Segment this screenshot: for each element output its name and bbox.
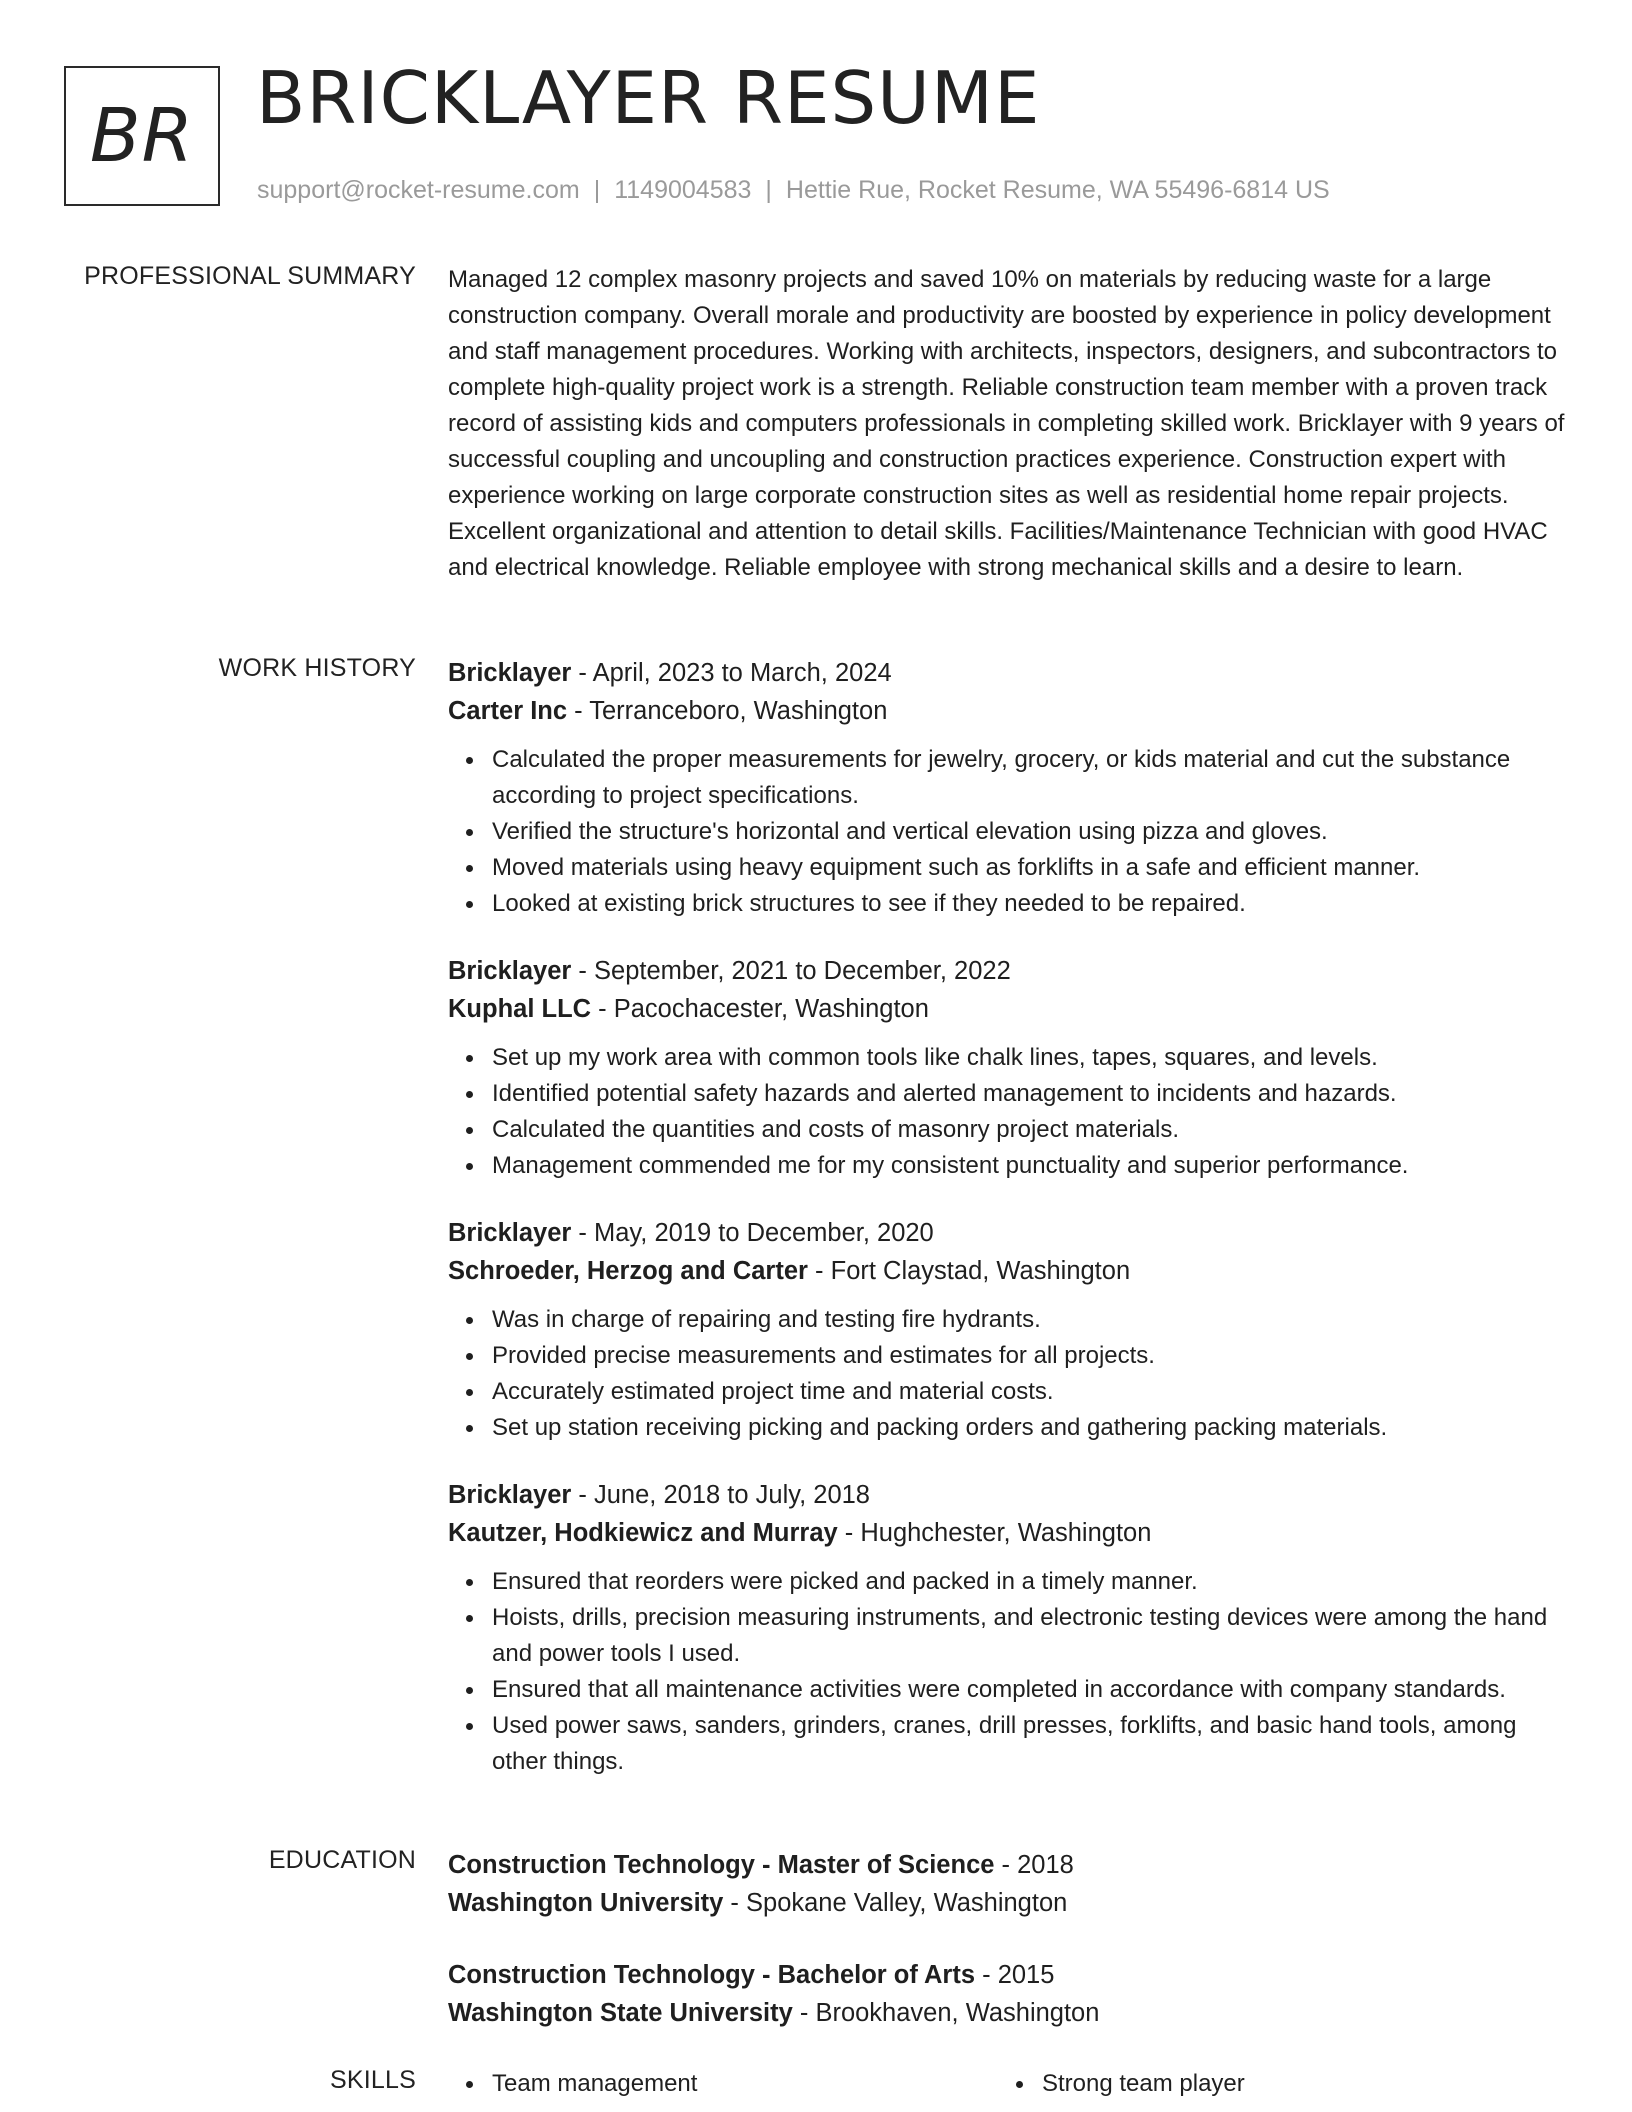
job-entry bbox=[448, 952, 1570, 1184]
job-company-line bbox=[448, 692, 1570, 730]
skills-list-right bbox=[998, 2066, 1548, 2102]
education-school: Washington University bbox=[448, 1889, 724, 1917]
education-school-line bbox=[448, 1884, 1570, 1922]
job-bullet: Was in charge of repairing and testing fire hydrants. bbox=[492, 1302, 1570, 1338]
job-company-line bbox=[448, 990, 1570, 1028]
job-dates: - April, 2023 to March, 2024 bbox=[571, 659, 892, 687]
skills-grid bbox=[448, 2066, 1570, 2102]
education-degree: Construction Technology - Bachelor of Arts bbox=[448, 1961, 976, 1989]
summary-body bbox=[448, 262, 1570, 586]
education-location: - Brookhaven, Washington bbox=[792, 1999, 1100, 2027]
contact-separator: | bbox=[765, 176, 772, 204]
job-company-line bbox=[448, 1514, 1570, 1552]
contact-phone: 1149004583 bbox=[614, 176, 752, 204]
job-company: Kautzer, Hodkiewicz and Murray bbox=[448, 1519, 838, 1547]
education-degree-line bbox=[448, 1956, 1570, 1994]
job-dates: - June, 2018 to July, 2018 bbox=[571, 1481, 870, 1509]
job-bullet: Provided precise measurements and estimates for all projects. bbox=[492, 1338, 1570, 1374]
job-location: - Pacochacester, Washington bbox=[591, 995, 929, 1023]
job-company-line bbox=[448, 1252, 1570, 1290]
contact-separator: | bbox=[593, 176, 601, 204]
job-bullet: Used power saws, sanders, grinders, cranes, drill presses, forklifts, and basic hand tools, among other things. bbox=[492, 1708, 1570, 1780]
job-location: - Hughchester, Washington bbox=[837, 1519, 1152, 1547]
job-bullet: Hoists, drills, precision measuring instruments, and electronic testing devices were among the hand and power tools I used. bbox=[492, 1600, 1570, 1672]
education-location: - Spokane Valley, Washington bbox=[723, 1889, 1068, 1917]
job-location: - Terranceboro, Washington bbox=[567, 697, 888, 725]
job-title-line bbox=[448, 1214, 1570, 1252]
education-school-line bbox=[448, 1994, 1570, 2032]
job-dates: - September, 2021 to December, 2022 bbox=[571, 957, 1011, 985]
job-dates: - May, 2019 to December, 2020 bbox=[571, 1219, 934, 1247]
job-bullet: Calculated the quantities and costs of masonry project materials. bbox=[492, 1112, 1570, 1148]
education-year: - 2018 bbox=[994, 1851, 1074, 1879]
summary-text: Managed 12 complex masonry projects and saved 10% on materials by reducing waste for a large construction company. Overall morale and productivity are boosted by experience in policy development and staff management procedures. Working with architects, inspectors, designers, and subcontractors to complete high-quality project work is a strength. Reliable construction team member with a proven track record of assisting kids and computers professionals in completing skilled work. Bricklayer with 9 years of successful coupling and uncoupling and construction practices experience. Construction expert with experience working on large corporate construction sites as well as residential home repair projects. Excellent organizational and attention to detail skills. Facilities/Maintenance Technician with good HVAC and electrical knowledge. Reliable employee with strong mechanical skills and a desire to learn. bbox=[448, 266, 1565, 581]
monogram-initials: BR bbox=[89, 93, 195, 179]
education-entry bbox=[448, 1846, 1570, 1922]
section-label-work-history: WORK HISTORY bbox=[218, 654, 416, 682]
skills-body bbox=[448, 2066, 1570, 2102]
job-bullets bbox=[448, 1302, 1570, 1446]
job-bullet: Looked at existing brick structures to see if they needed to be repaired. bbox=[492, 886, 1570, 922]
job-bullet: Accurately estimated project time and material costs. bbox=[492, 1374, 1570, 1410]
job-title-line bbox=[448, 952, 1570, 990]
job-location: - Fort Claystad, Washington bbox=[807, 1257, 1131, 1285]
contact-line bbox=[257, 176, 1330, 205]
job-title: Bricklayer bbox=[448, 957, 572, 985]
job-bullet: Ensured that all maintenance activities were completed in accordance with company standards. bbox=[492, 1672, 1570, 1708]
job-entry bbox=[448, 654, 1570, 922]
job-bullet: Moved materials using heavy equipment such as forklifts in a safe and efficient manner. bbox=[492, 850, 1570, 886]
education-degree-line bbox=[448, 1846, 1570, 1884]
resume-title: BRICKLAYER RESUME bbox=[256, 56, 1041, 140]
education-year: - 2015 bbox=[975, 1961, 1055, 1989]
job-title: Bricklayer bbox=[448, 659, 572, 687]
job-bullet: Verified the structure's horizontal and vertical elevation using pizza and gloves. bbox=[492, 814, 1570, 850]
section-label-skills: SKILLS bbox=[330, 2066, 416, 2094]
job-company: Carter Inc bbox=[448, 697, 568, 725]
job-bullet: Set up my work area with common tools like chalk lines, tapes, squares, and levels. bbox=[492, 1040, 1570, 1076]
job-bullets bbox=[448, 1564, 1570, 1780]
job-title-line bbox=[448, 654, 1570, 692]
job-company: Kuphal LLC bbox=[448, 995, 592, 1023]
education-entry bbox=[448, 1956, 1570, 2032]
contact-email: support@rocket-resume.com bbox=[257, 176, 580, 204]
job-bullet: Calculated the proper measurements for jewelry, grocery, or kids material and cut the substance according to project specifications. bbox=[492, 742, 1570, 814]
job-bullet: Set up station receiving picking and packing orders and gathering packing materials. bbox=[492, 1410, 1570, 1446]
contact-address: Hettie Rue, Rocket Resume, WA 55496-6814 US bbox=[785, 176, 1330, 204]
section-label-summary: PROFESSIONAL SUMMARY bbox=[84, 262, 416, 290]
skill-item: Team management bbox=[492, 2066, 998, 2102]
job-title: Bricklayer bbox=[448, 1219, 572, 1247]
education-body bbox=[448, 1846, 1570, 2066]
job-title-line bbox=[448, 1476, 1570, 1514]
skills-list-left bbox=[448, 2066, 998, 2102]
job-company: Schroeder, Herzog and Carter bbox=[448, 1257, 808, 1285]
monogram-box bbox=[64, 66, 220, 206]
job-bullets bbox=[448, 1040, 1570, 1184]
education-degree: Construction Technology - Master of Science bbox=[448, 1851, 995, 1879]
job-bullet: Identified potential safety hazards and alerted management to incidents and hazards. bbox=[492, 1076, 1570, 1112]
job-bullets bbox=[448, 742, 1570, 922]
education-school: Washington State University bbox=[448, 1999, 793, 2027]
job-entry bbox=[448, 1476, 1570, 1780]
job-bullet: Management commended me for my consistent punctuality and superior performance. bbox=[492, 1148, 1570, 1184]
job-title: Bricklayer bbox=[448, 1481, 572, 1509]
skill-item: Strong team player bbox=[1042, 2066, 1548, 2102]
section-label-education: EDUCATION bbox=[268, 1846, 416, 1874]
work-history-body bbox=[448, 654, 1570, 1810]
job-bullet: Ensured that reorders were picked and packed in a timely manner. bbox=[492, 1564, 1570, 1600]
job-entry bbox=[448, 1214, 1570, 1446]
